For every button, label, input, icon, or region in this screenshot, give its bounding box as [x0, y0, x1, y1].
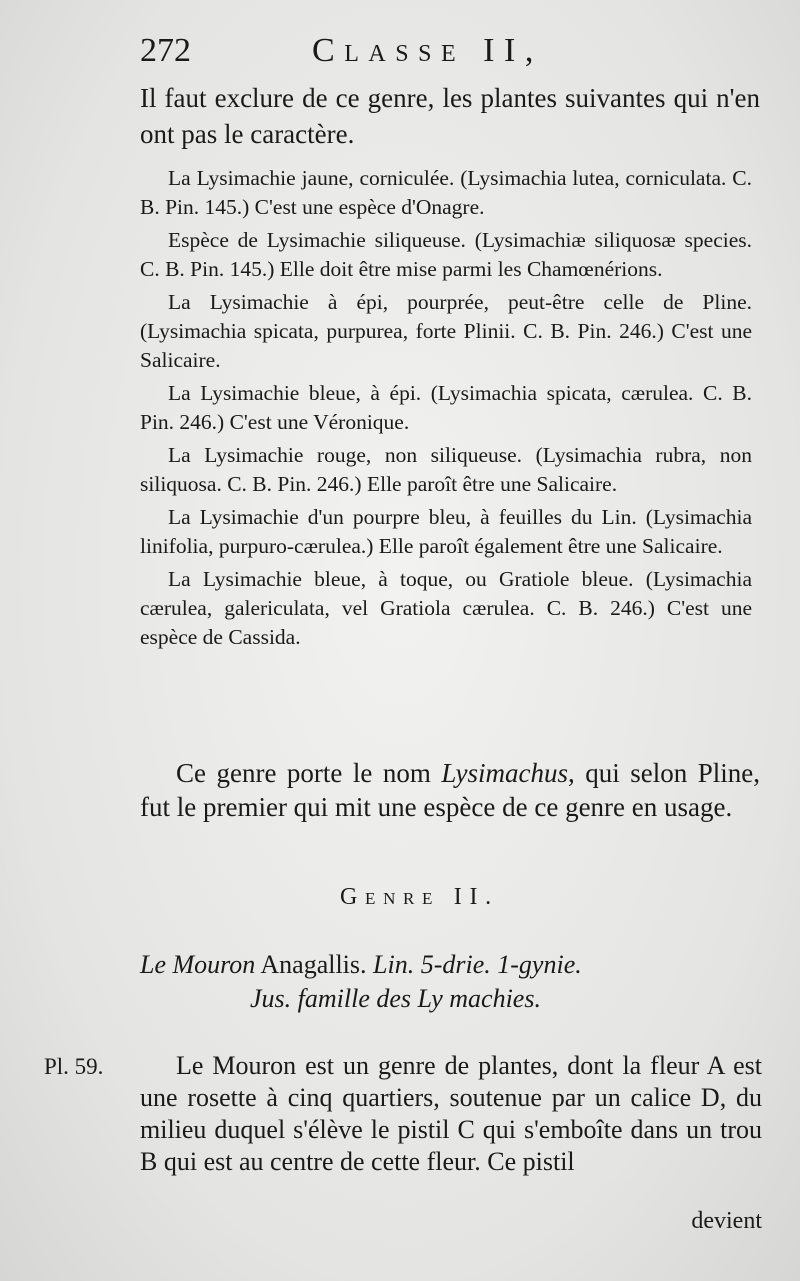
excluded-plants-list: [140, 164, 752, 656]
excluded-plant-entry: La Lysimachie rouge, non siliqueuse. (Lysimachia rubra, non siliquosa. C. B. Pin. 246.) Elle paroît être une Salicaire.: [140, 443, 752, 496]
plate-reference: Pl. 59.: [44, 1054, 104, 1079]
closing-paragraph: [140, 756, 760, 824]
page-header: [140, 28, 760, 78]
catchword: devient: [691, 1208, 762, 1234]
running-title: Classe II,: [312, 32, 543, 69]
excluded-plant-entry: La Lysimachie bleue, à épi. (Lysimachia spicata, cærulea. C. B. Pin. 246.) C'est une Véronique.: [140, 381, 752, 434]
excluded-plant-entry: La Lysimachie jaune, corniculée. (Lysimachia lutea, corniculata. C. B. Pin. 145.) C'est une espèce d'Onagre.: [140, 166, 752, 219]
intro-paragraph: Il faut exclure de ce genre, les plantes suivantes qui n'en ont pas le caractère.: [140, 83, 760, 149]
genus-french-name: Le Mouron: [140, 950, 256, 979]
excluded-plant-entry: La Lysimachie d'un pourpre bleu, à feuilles du Lin. (Lysimachia linifolia, purpuro-cærulea.) Elle paroît également être une Salicaire.: [140, 505, 752, 558]
linnaeus-order: 1-gynie.: [490, 950, 582, 979]
excluded-plant-entry: Espèce de Lysimachie siliqueuse. (Lysimachiæ siliquosæ species. C. B. Pin. 145.) Elle doit être mise parmi les Chamœnérions.: [140, 228, 752, 281]
linnaeus-class: Lin. 5-drie.: [373, 950, 491, 979]
closing-text-end: , qui selon Pline, fut le premier qui mit une espèce de ce genre en usage.: [140, 758, 760, 822]
genus-title-line: [140, 948, 765, 982]
closing-text-start: Ce genre porte le nom: [176, 758, 442, 788]
page-number: 272: [140, 32, 191, 69]
genus-description: Le Mouron est un genre de plantes, dont la fleur A est une rosette à cinq quartiers, soutenue par un calice D, du milieu duquel s'élève le pistil C qui s'emboîte dans un trou B qui est au centre de cette fleur. Ce pistil: [140, 1051, 762, 1176]
excluded-plant-entry: La Lysimachie à épi, pourprée, peut-être celle de Pline. (Lysimachia spicata, purpurea, forte Plinii. C. B. Pin. 246.) C'est une Salicaire.: [140, 290, 752, 372]
excluded-plant-entry: La Lysimachie bleue, à toque, ou Gratiole bleue. (Lysimachia cærulea, galericulata, vel Gratiola cærulea. C. B. 246.) C'est une espèce de Cassida.: [140, 567, 752, 649]
genre-heading: Genre II.: [340, 884, 499, 910]
genus-latin-name: Anagallis.: [255, 950, 374, 979]
jussieu-family: Jus. famille des Ly machies.: [250, 984, 541, 1013]
closing-italic-name: Lysimachus: [441, 758, 569, 788]
